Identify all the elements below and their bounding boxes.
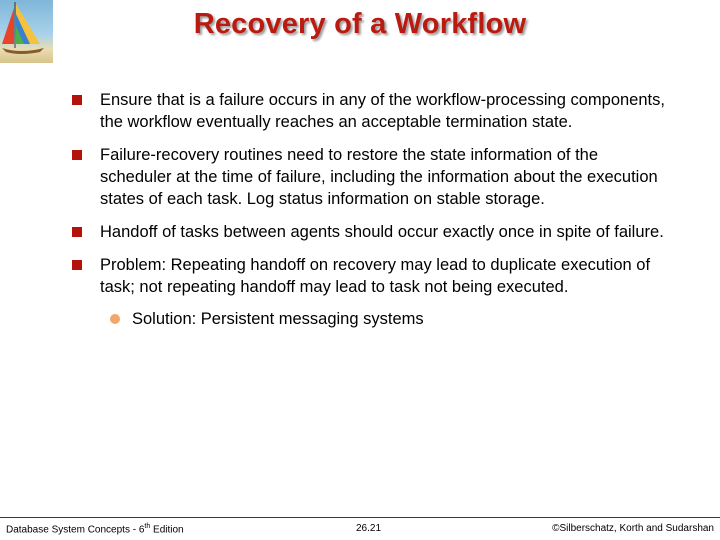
page-title: Recovery of a Workflow	[193, 8, 527, 40]
square-bullet-icon	[72, 95, 82, 105]
square-bullet-icon	[72, 227, 82, 237]
list-item	[72, 221, 672, 243]
footer-divider	[0, 517, 720, 518]
list-item	[72, 89, 672, 133]
sub-bullet-text: Solution: Persistent messaging systems	[132, 310, 424, 328]
square-bullet-icon	[72, 150, 82, 160]
bullet-text: Ensure that is a failure occurs in any of the workflow-processing components, the workflow eventually reaches an acceptable termination state.	[100, 91, 665, 131]
bullet-text: Handoff of tasks between agents should occur exactly once in spite of failure.	[100, 223, 664, 241]
bullet-list	[72, 89, 672, 330]
sub-list-item	[72, 308, 672, 330]
footer-page-number: 26.21	[356, 523, 382, 534]
list-item	[72, 254, 672, 298]
bullet-text: Failure-recovery routines need to restore the state information of the scheduler at the time of failure, including the information about the execution states of each task. Log status information on stable storage.	[100, 146, 658, 208]
bullet-text: Problem: Repeating handoff on recovery may lead to duplicate execution of task; not repeating handoff may lead to task not being executed.	[100, 256, 651, 296]
square-bullet-icon	[72, 260, 82, 270]
footer-book-title: Database System Concepts - 6th Edition	[6, 523, 184, 536]
circle-bullet-icon	[110, 314, 120, 324]
footer-copyright: ©Silberschatz, Korth and Sudarshan	[552, 523, 714, 534]
list-item	[72, 144, 672, 210]
